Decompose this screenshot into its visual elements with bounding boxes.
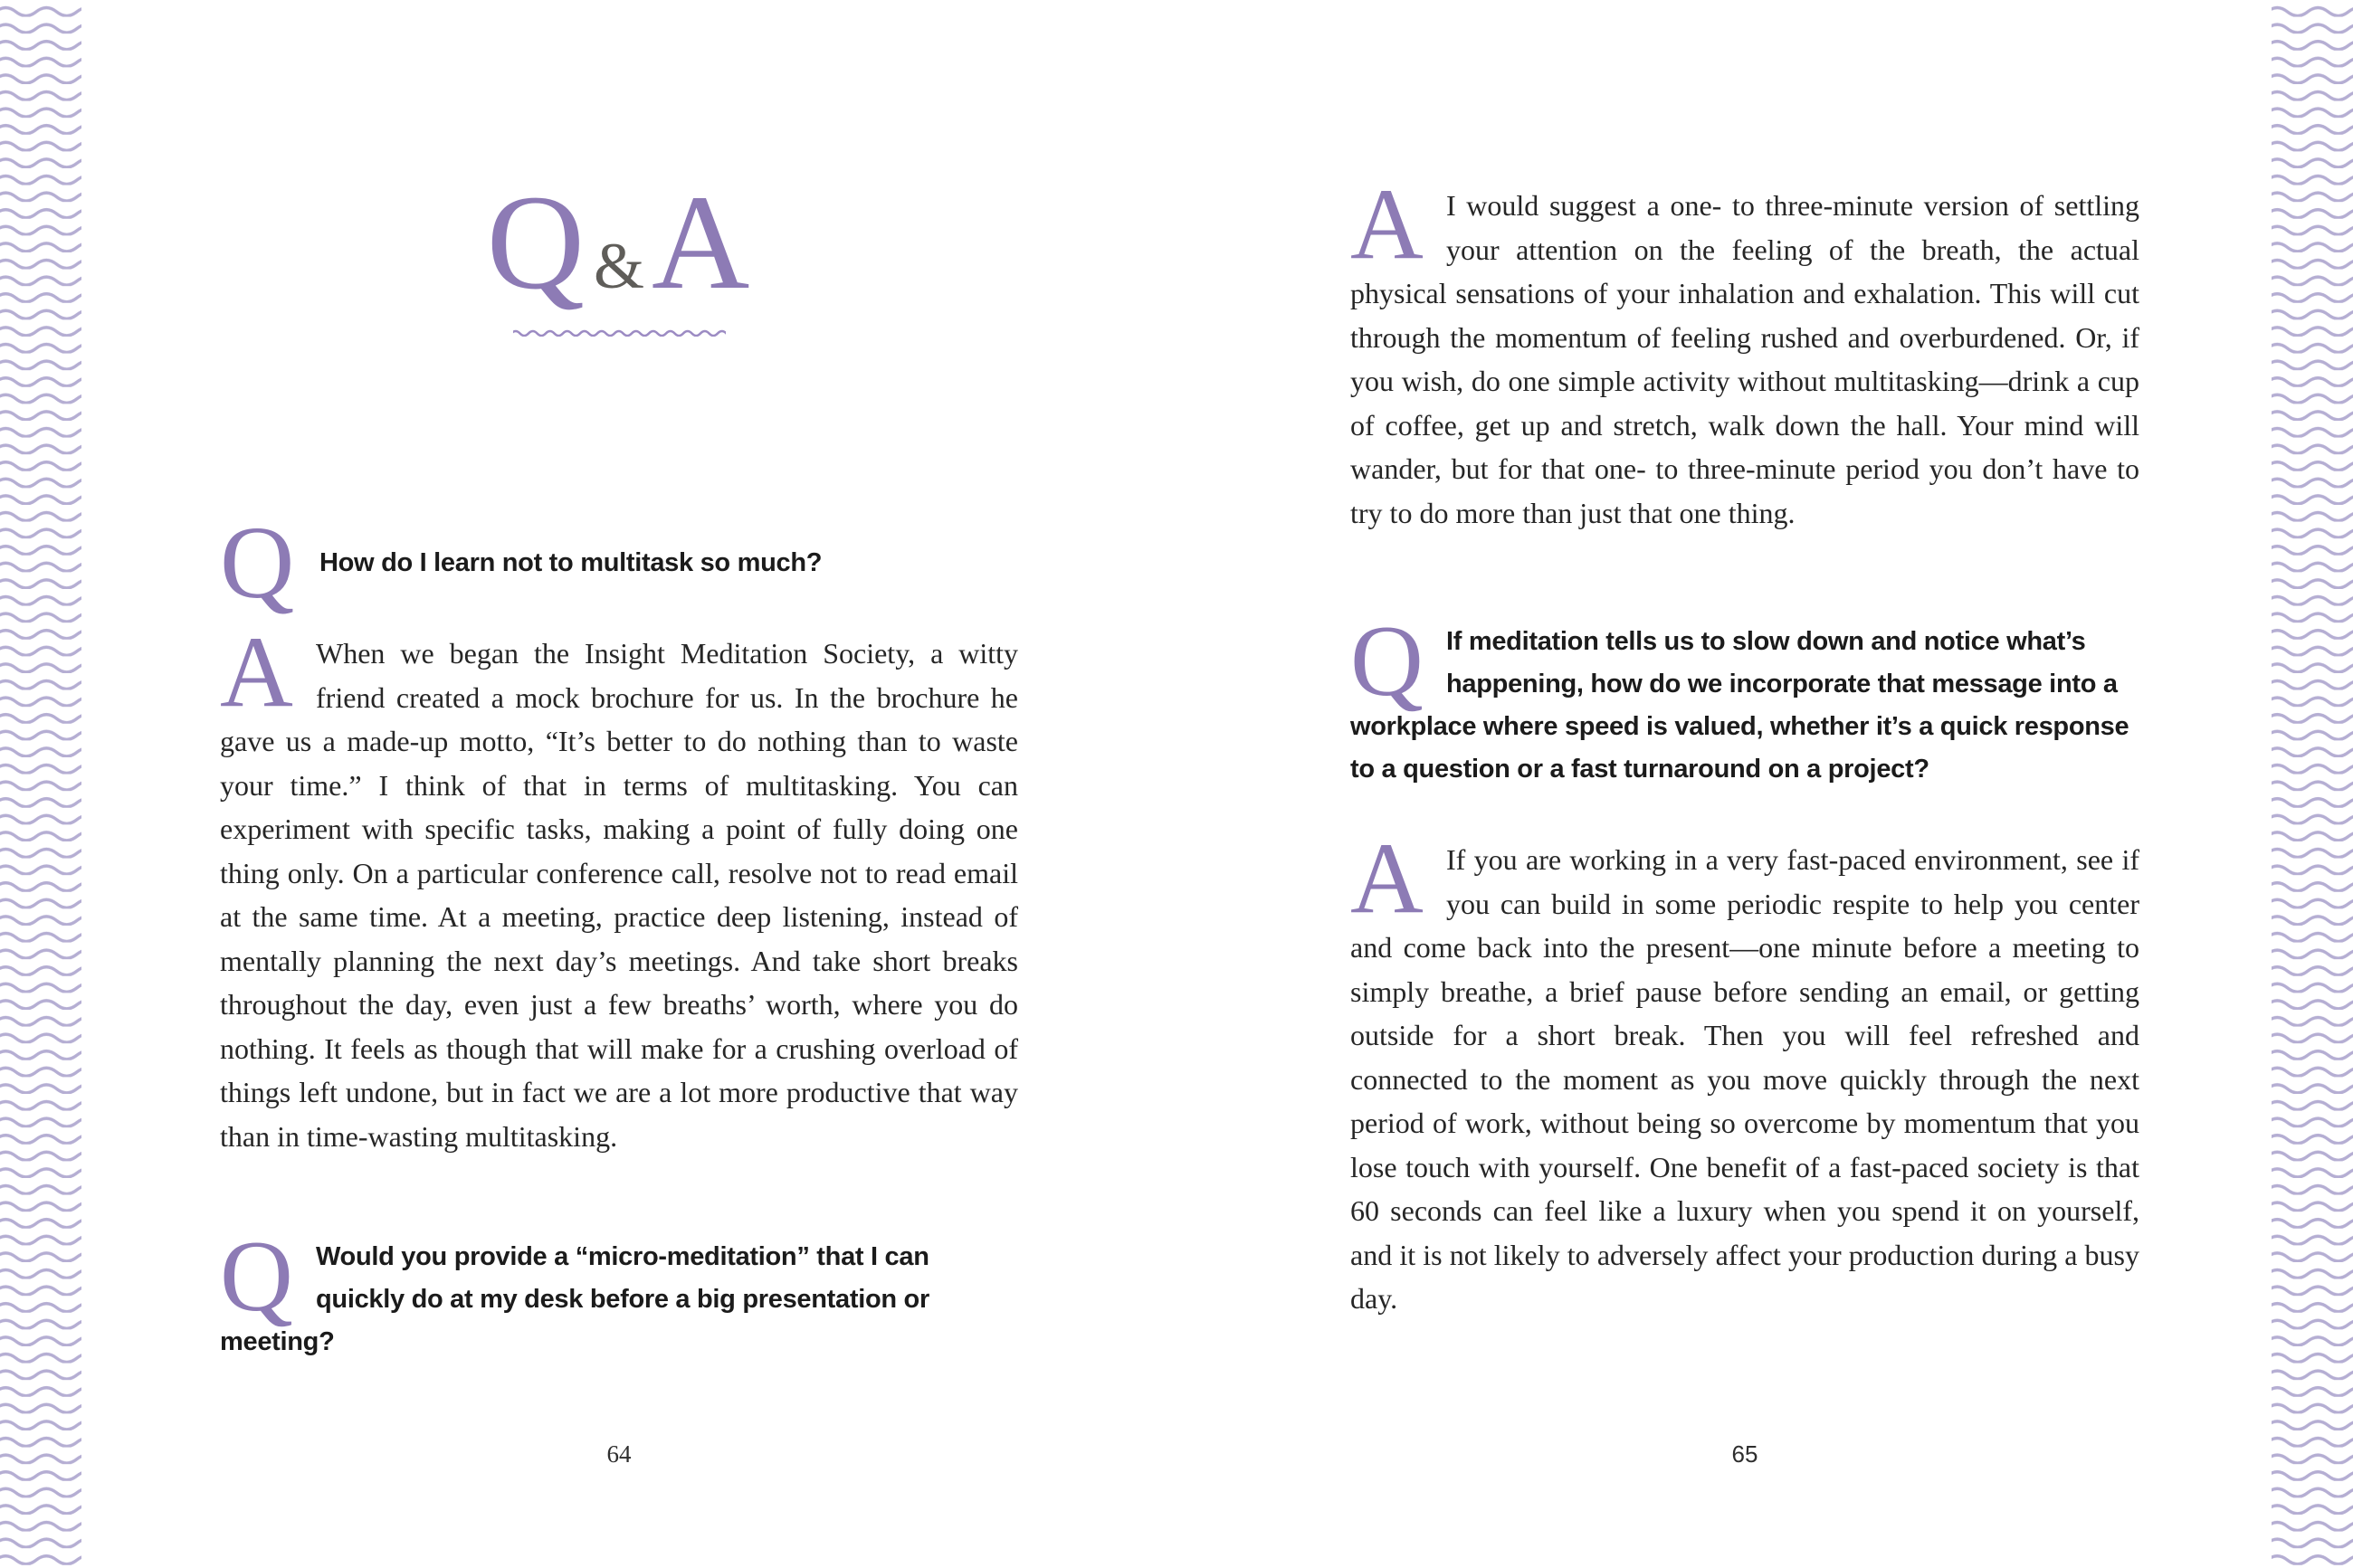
dropcap-q: Q — [220, 505, 295, 620]
title-ampersand: & — [593, 230, 644, 302]
dropcap-a: A — [1350, 822, 1424, 935]
answer-block-2 — [1350, 168, 2139, 535]
dropcap-a: A — [1350, 168, 1424, 280]
chapter-title — [220, 167, 1018, 337]
page-right — [1350, 0, 2139, 1568]
dropcap-q: Q — [1350, 605, 1424, 717]
title-wave-underline — [513, 326, 726, 337]
page-number-right: 65 — [1731, 1440, 1758, 1468]
dropcap-q: Q — [220, 1221, 293, 1333]
question-block-1 — [220, 505, 1018, 620]
question-text: How do I learn not to multitask so much? — [319, 547, 823, 577]
answer-block-3 — [1350, 822, 2139, 1321]
answer-block-1 — [220, 616, 1018, 1158]
question-text: Would you provide a “micro-meditation” that I can quickly do at my desk before a big presentation or meeting? — [220, 1242, 929, 1356]
page-left — [220, 0, 1018, 1568]
page-number-left: 64 — [606, 1440, 632, 1468]
question-text: If meditation tells us to slow down and notice what’s happening, how do we incorporate that message into a workplace where speed is valued, whether it’s a quick response to a question or a fast turnaround on a project? — [1350, 627, 2129, 784]
dropcap-a: A — [220, 616, 293, 728]
right-wave-border — [2272, 0, 2353, 1568]
question-block-2 — [220, 1221, 1018, 1364]
answer-text: When we began the Insight Meditation Society, a witty friend created a mock brochure for us. In the brochure he gave us a made-up motto, “It’s better to do nothing than to waste your time.” I think of that in terms of multitasking. You can experiment with specific tasks, making a point of fully doing one thing only. On a particular conference call, resolve not to read email at the same time. At a meeting, practice deep listening, instead of mentally planning the next day’s meetings. And take short breaks throughout the day, even just a few breaths’ worth, where you do nothing. It feels as though that will make for a crushing overload of things left undone, but in fact we are a lot more productive that way than in time-wasting multitasking. — [220, 637, 1018, 1153]
left-wave-border — [0, 0, 81, 1568]
answer-text: If you are working in a very fast-paced environment, see if you can build in some periodic respite to help you center and come back into the present—one minute before a meeting to simply breathe, a brief pause before sending an email, or getting outside for a short break. Then you will feel refreshed and connected to the moment as you move quickly through the next period of work, without being so overcome by momentum that you lose touch with yourself. One benefit of a fast-paced society is that 60 seconds can feel like a luxury when you spend it on yourself, and it is not likely to adversely affect your production during a busy day. — [1350, 843, 2139, 1315]
answer-text: I would suggest a one- to three-minute version of settling your attention on the feeling of the breath, the actual physical sensations of your inhalation and exhalation. This will cut through the momentum of feeling rushed and overburdened. Or, if you wish, do one simple activity without multitasking—drink a cup of coffee, get up and stretch, walk down the hall. Your mind will wander, but for that one- to three-minute period you don’t have to try to do more than just that one thing. — [1350, 189, 2139, 529]
question-block-3 — [1350, 605, 2139, 791]
title-q: Q — [486, 167, 586, 318]
title-a: A — [652, 167, 752, 318]
